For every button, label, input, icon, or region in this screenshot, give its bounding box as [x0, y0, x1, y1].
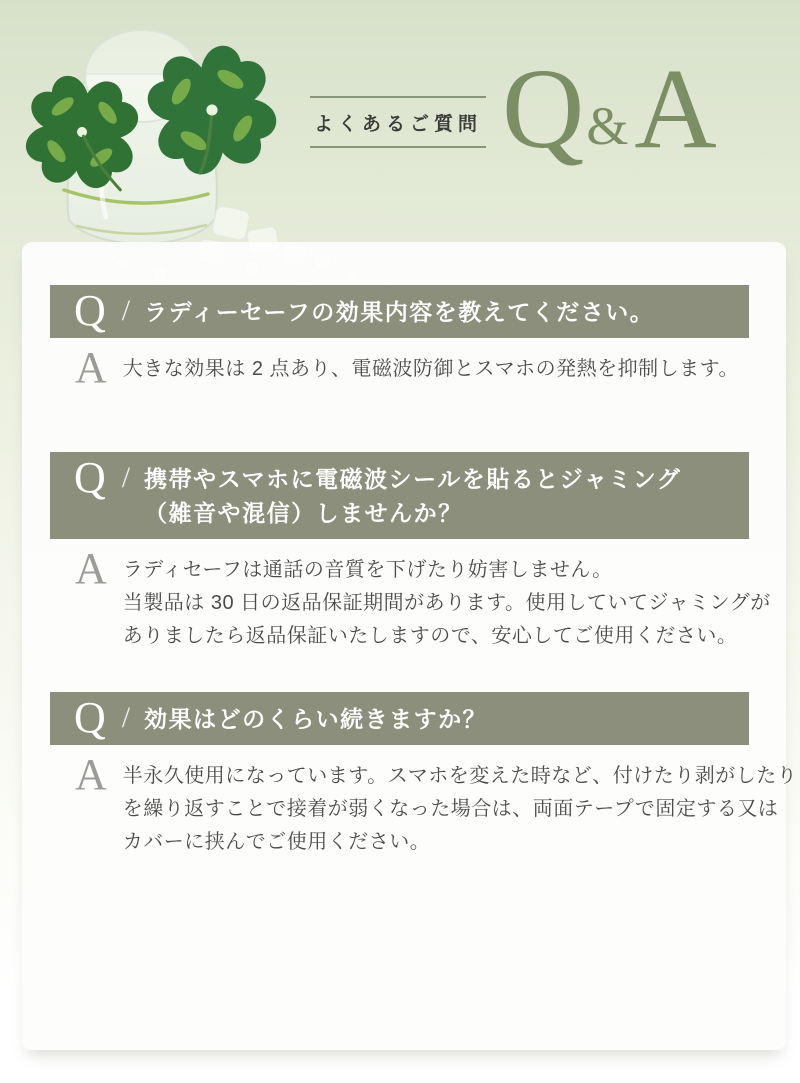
question-bar: [50, 285, 749, 338]
faq-item: [22, 692, 798, 859]
question-text: 効果はどのくらい続きますか？: [144, 706, 488, 732]
slash-divider-icon: /: [121, 294, 131, 327]
question-text: ラディーセーフの効果内容を教えてください。: [144, 299, 655, 325]
answer-row: [75, 750, 798, 859]
qa-logo-q: Q: [502, 45, 585, 172]
answer-text: 大きな効果は 2 点あり、電磁波防御とスマホの発熱を抑制します。: [122, 358, 740, 380]
answer-row: [75, 544, 771, 653]
slash-divider-icon: /: [121, 461, 131, 494]
question-bar: [50, 692, 749, 745]
a-letter: A: [75, 750, 107, 799]
q-letter: Q: [74, 286, 106, 335]
question-bar: [50, 452, 749, 539]
question-text: 携帯やスマホに電磁波シールを貼るとジャミング （雑音や混信）しませんか？: [144, 466, 682, 526]
a-letter: A: [75, 343, 107, 392]
qa-logo: [502, 45, 717, 172]
faq-item: [22, 285, 786, 392]
q-letter: Q: [74, 453, 106, 502]
q-letter: Q: [74, 693, 106, 742]
qa-logo-a: A: [634, 45, 717, 172]
faq-card: [22, 242, 798, 1050]
a-letter: A: [75, 544, 107, 593]
header: [0, 0, 800, 242]
faq-item: [22, 452, 786, 653]
faq-list: [22, 285, 798, 859]
answer-text: 半永久使用になっています。スマホを変えた時など、付けたり剥がしたり を繰り返すことで接着が弱くなった場合は、両面テープで固定する又は カバーに挟んでご使用ください。: [122, 765, 798, 853]
answer-row: [75, 343, 766, 392]
qa-logo-amp: &: [586, 96, 629, 156]
answer-text: ラディセーフは通話の音質を下げたり妨害しません。 当製品は 30 日の返品保証期間があります。使用していてジャミングが ありましたら返品保証いたしますので、安心してご使用ください。: [122, 559, 771, 647]
faq-section-label: よくあるご質問: [310, 96, 486, 148]
slash-divider-icon: /: [121, 701, 131, 734]
